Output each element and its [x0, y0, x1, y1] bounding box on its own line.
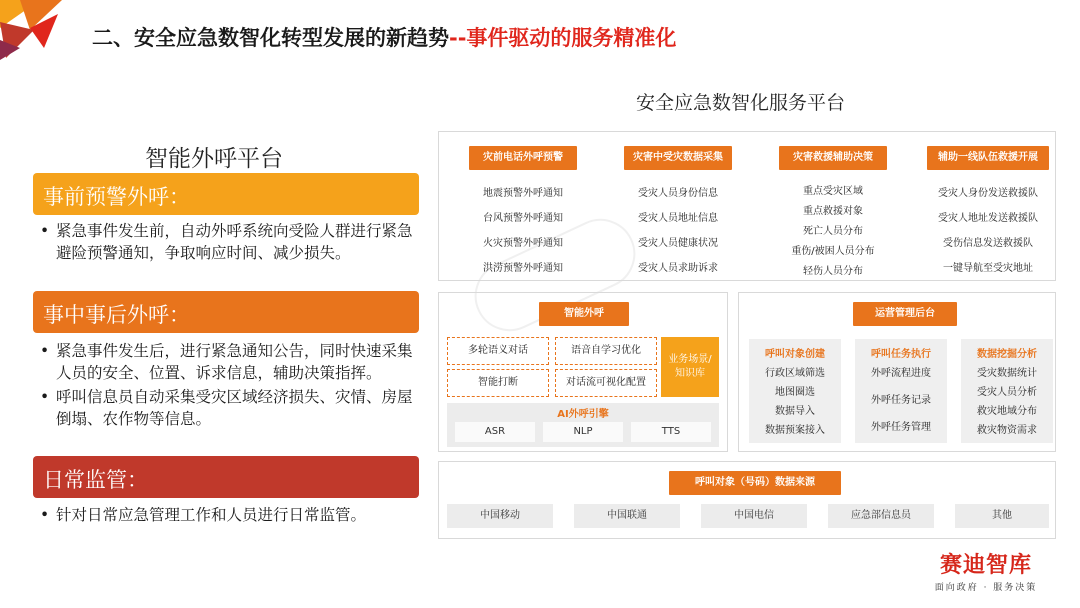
section-list-daily — [36, 504, 420, 528]
scenario-header: 辅助一线队伍救援开展 — [927, 146, 1049, 170]
scenario-panel — [438, 131, 1056, 281]
smart-call-header: 智能外呼 — [539, 302, 629, 326]
source-item: 其他 — [955, 504, 1049, 528]
section-bar-pre-warning: 事前预警外呼： — [33, 173, 419, 215]
list-item: 受灾人员分析 — [977, 387, 1037, 398]
list-item: 受灾人员健康状况 — [638, 238, 718, 249]
ai-engine-label: AI外呼引擎 — [557, 409, 609, 420]
ccid-logo — [916, 548, 1056, 593]
scenario-header: 灾前电话外呼预警 — [469, 146, 577, 170]
list-item: 外呼流程进度 — [871, 368, 931, 379]
source-item: 应急部信息员 — [828, 504, 934, 528]
list-item: 数据预案接入 — [765, 425, 825, 436]
scenario-header: 灾害中受灾数据采集 — [624, 146, 732, 170]
list-item: 行政区域筛选 — [765, 368, 825, 379]
knowledge-base-box: 业务场景/知识库 — [661, 337, 719, 397]
logo-tagline: 面向政府 · 服务决策 — [934, 583, 1038, 593]
list-item: 重点受灾区域 — [803, 186, 863, 197]
logo-text: 赛迪智库 — [939, 553, 1032, 578]
section-bar-during-after: 事中事后外呼： — [33, 291, 419, 333]
list-item: 救灾地域分布 — [977, 406, 1037, 417]
list-item: 台风预警外呼通知 — [483, 213, 563, 224]
source-item: 中国移动 — [447, 504, 553, 528]
list-item: 受灾人地址发送救援队 — [938, 213, 1038, 224]
source-item: 中国联通 — [574, 504, 680, 528]
section-bar-daily: 日常监管： — [33, 456, 419, 498]
ops-column-header: 数据挖掘分析 — [977, 349, 1037, 360]
ops-column-header: 呼叫对象创建 — [765, 349, 825, 360]
list-item: • 紧急事件发生后，进行紧急通知公告，同时快速采集人员的安全、位置、诉求信息，辅助决策指挥。 — [36, 340, 420, 384]
section-list-pre-warning — [36, 220, 420, 266]
list-item: • 紧急事件发生前，自动外呼系统向受险人群进行紧急避险预警通知，争取响应时间、减少损失。 — [36, 220, 420, 264]
list-item: 数据导入 — [775, 406, 815, 417]
feature-box: 智能打断 — [447, 369, 549, 397]
list-item: 重点救援对象 — [803, 206, 863, 217]
list-item: • 呼叫信息员自动采集受灾区域经济损失、灾情、房屋倒塌、农作物等信息。 — [36, 386, 420, 430]
engine-item: NLP — [543, 422, 623, 442]
sources-header: 呼叫对象（号码）数据来源 — [669, 471, 841, 495]
list-item: 地图圈选 — [775, 387, 815, 398]
list-item: 外呼任务管理 — [871, 422, 931, 433]
sources-panel — [438, 461, 1056, 539]
list-item: 受灾人员身份信息 — [638, 188, 718, 199]
feature-box: 语音自学习优化 — [555, 337, 657, 365]
list-item: 地震预警外呼通知 — [483, 188, 563, 199]
section-list-during-after — [36, 340, 420, 432]
feature-box: 多轮语义对话 — [447, 337, 549, 365]
list-item: 重伤/被困人员分布 — [791, 246, 875, 257]
smart-call-panel — [438, 292, 728, 452]
list-item: 轻伤人员分布 — [803, 266, 863, 277]
list-item: • 针对日常应急管理工作和人员进行日常监管。 — [36, 504, 420, 526]
list-item: 死亡人员分布 — [803, 226, 863, 237]
list-item: 受灾人身份发送救援队 — [938, 188, 1038, 199]
list-item: 救灾物资需求 — [977, 425, 1037, 436]
ops-panel — [738, 292, 1056, 452]
platform-title: 安全应急数智化服务平台 — [636, 92, 846, 114]
page-title-accent: --事件驱动的服务精准化 — [449, 26, 677, 50]
list-item: 洪涝预警外呼通知 — [483, 263, 563, 274]
list-item: 外呼任务记录 — [871, 395, 931, 406]
page-title: 二、安全应急数智化转型发展的新趋势--事件驱动的服务精准化 — [92, 26, 677, 50]
feature-box: 对话流可视化配置 — [555, 369, 657, 397]
scenario-header: 灾害救援辅助决策 — [779, 146, 887, 170]
list-item: 受灾人员求助诉求 — [638, 263, 718, 274]
ops-column-header: 呼叫任务执行 — [871, 349, 931, 360]
list-item: 火灾预警外呼通知 — [483, 238, 563, 249]
ops-header: 运营管理后台 — [853, 302, 957, 326]
list-item: 受灾人员地址信息 — [638, 213, 718, 224]
list-item: 受灾数据统计 — [977, 368, 1037, 379]
engine-item: TTS — [631, 422, 711, 442]
list-item: 一键导航至受灾地址 — [943, 263, 1033, 274]
list-item: 受伤信息发送救援队 — [943, 238, 1033, 249]
engine-item: ASR — [455, 422, 535, 442]
source-item: 中国电信 — [701, 504, 807, 528]
left-heading: 智能外呼平台 — [145, 146, 283, 172]
corner-decoration — [0, 0, 70, 60]
